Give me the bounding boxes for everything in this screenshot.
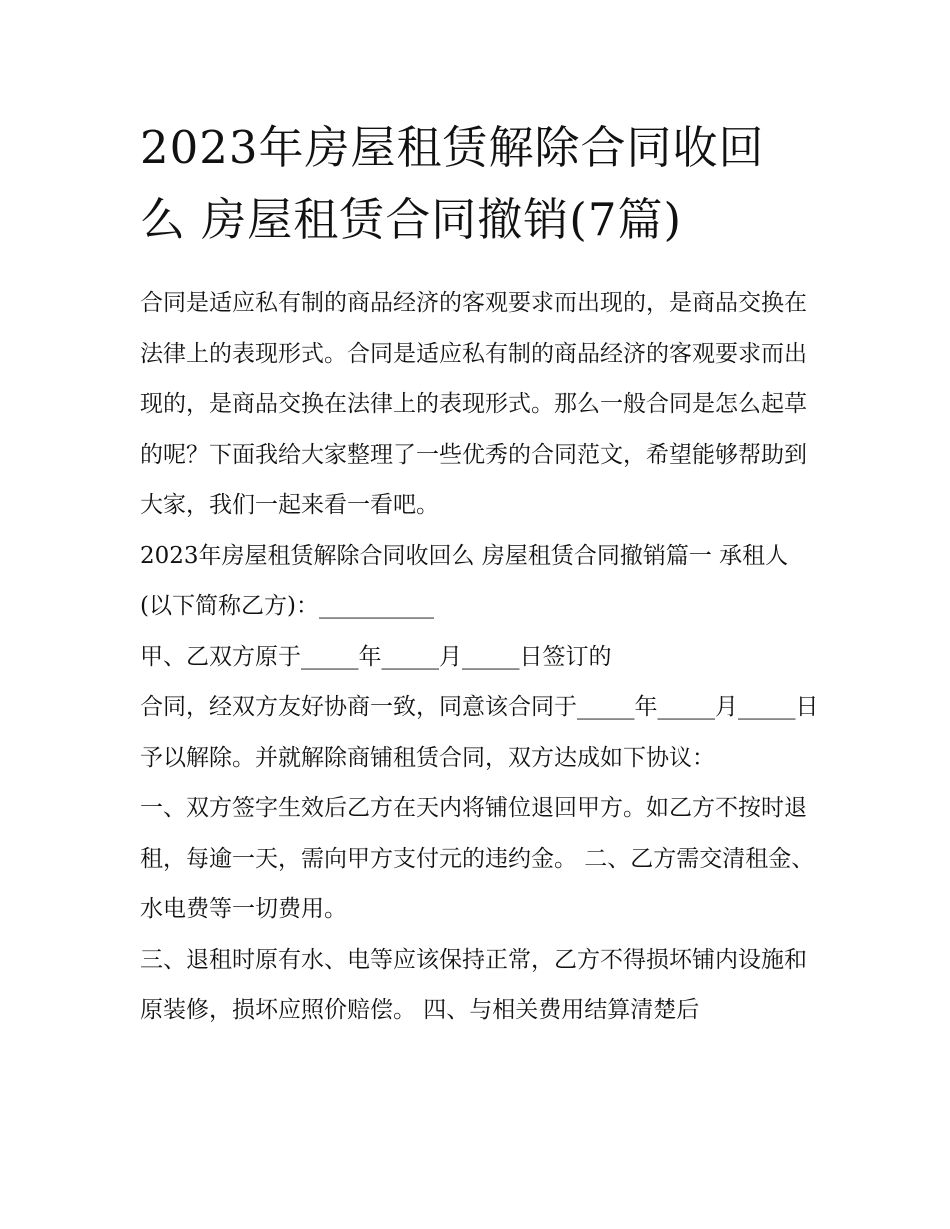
document-body	[140, 278, 820, 1036]
termination-paragraph: 合同，经双方友好协商一致，同意该合同于_____年_____月_____日予以解除。并就解除商铺租赁合同，双方达成如下协议：	[140, 694, 819, 771]
clause-1-2-paragraph: 一、双方签字生效后乙方在天内将铺位退回甲方。如乙方不按时退租，每逾一天，需向甲方支付元的违约金。 二、乙方需交清租金、水电费等一切费用。	[140, 795, 815, 922]
section-heading-paragraph: 2023年房屋租赁解除合同收回么 房屋租赁合同撤销篇一 承租人(以下简称乙方)：__________	[140, 542, 789, 619]
title-line-1: 2023年房屋租赁解除合同收回	[140, 121, 765, 174]
clause-3-4-paragraph: 三、退租时原有水、电等应该保持正常，乙方不得损坏铺内设施和原装修，损坏应照价赔偿。 四、与相关费用结算清楚后	[140, 946, 807, 1023]
document-title	[140, 112, 840, 256]
contract-date-paragraph: 甲、乙双方原于_____年_____月_____日签订的	[140, 643, 612, 670]
intro-paragraph: 合同是适应私有制的商品经济的客观要求而出现的，是商品交换在法律上的表现形式。合同是适应私有制的商品经济的客观要求而出现的，是商品交换在法律上的表现形式。那么一般合同是怎么起草的呢？下面我给大家整理了一些优秀的合同范文，希望能够帮助到大家，我们一起来看一看吧。	[140, 290, 807, 518]
title-line-2: 么 房屋租赁合同撤销(7篇)	[140, 193, 683, 246]
